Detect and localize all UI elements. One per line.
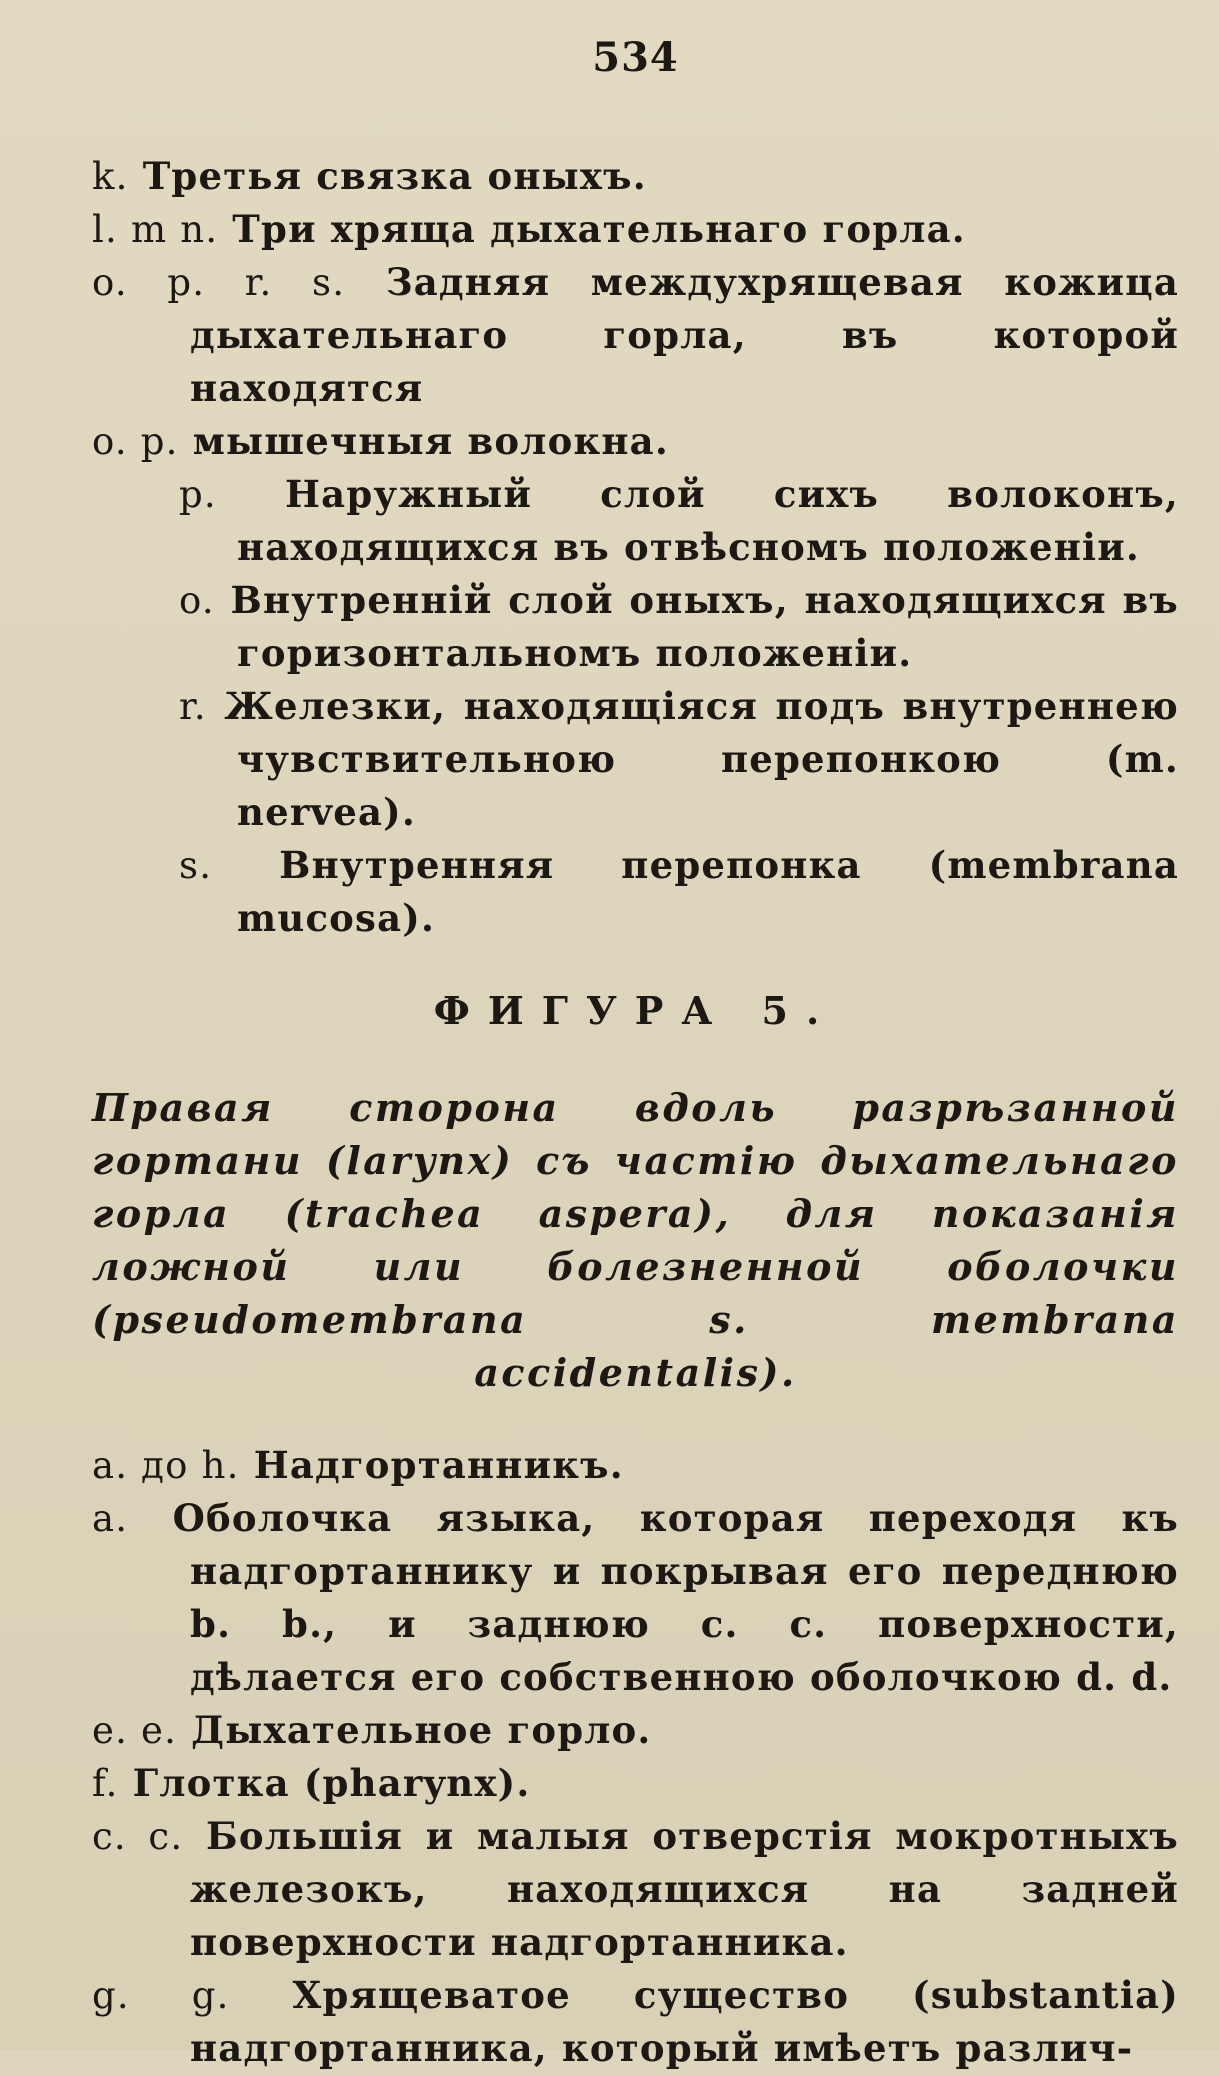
legend-key: g. g. <box>92 1974 230 2017</box>
legend-entry-f <box>92 1757 1179 1810</box>
legend-entry-a <box>92 1492 1179 1704</box>
legend-key: r. <box>179 685 207 728</box>
legend-text: Три хряща дыхательнаго горла. <box>232 207 966 251</box>
legend-key: s. <box>179 844 213 887</box>
legend-key: e. e. <box>92 1709 178 1752</box>
legend-key: o. p. <box>92 420 179 463</box>
legend-key: a. до h. <box>92 1444 240 1487</box>
legend-entry-gg <box>92 1969 1179 2075</box>
legend-key: l. m n. <box>92 208 219 251</box>
legend-entry-lmn <box>92 203 1179 256</box>
legend-text: Надгортанникъ. <box>253 1443 624 1487</box>
legend-key: o. p. r. s. <box>92 261 346 304</box>
figure-caption: Правая сторона вдоль разрѣзанной гортани (larynx) съ частiю дыхательнаго горла (trachea aspera), для показанiя ложной или болезненной оболочки (pseudomembrana s. membrana accidentalis). <box>92 1085 1179 1395</box>
legend-text: Внутреннiй слой оныхъ, находящихся въ горизонтальномъ положенiи. <box>230 578 1180 675</box>
legend-key: a. <box>92 1497 129 1540</box>
legend-entry-p <box>92 468 1179 574</box>
legend-text: Внутренняя перепонка (membrana mucosa). <box>237 843 1179 940</box>
legend-entry-a-h <box>92 1439 1179 1492</box>
legend-entry-op <box>92 415 1179 468</box>
legend-key: p. <box>179 473 217 516</box>
legend-text: Большiя и малыя отверстiя мокротныхъ железокъ, находящихся на задней поверхности надгортанника. <box>190 1814 1179 1964</box>
legend-entry-r <box>92 680 1179 839</box>
legend-entry-s <box>92 839 1179 945</box>
legend-key: f. <box>92 1762 119 1805</box>
legend-key: c. c. <box>92 1815 184 1858</box>
legend-text: мышечныя волокна. <box>192 419 669 463</box>
legend-text: Наружный слой сихъ волоконъ, находящихся въ отвѣсномъ положенiи. <box>237 472 1179 569</box>
legend-text: Третья связка оныхъ. <box>142 154 647 198</box>
legend-text: Железки, находящiяся подъ внутреннею чувствительною перепонкою (m. nervea). <box>224 684 1179 834</box>
legend-entry-o <box>92 574 1179 680</box>
legend-text: Дыхательное горло. <box>191 1708 652 1752</box>
legend-text: Глотка (pharynx). <box>132 1761 531 1805</box>
legend-entry-cc <box>92 1810 1179 1969</box>
legend-entry-k <box>92 150 1179 203</box>
figure-heading: ФИГУРА 5. <box>433 988 838 1033</box>
legend-key: o. <box>179 579 215 622</box>
legend-text: Оболочка языка, которая переходя къ надгортаннику и покрывая его переднюю b. b., и заднюю c. c. поверхности, дѣлается его собственною оболочкою d. d. <box>172 1496 1179 1699</box>
legend-key: k. <box>92 155 129 198</box>
legend-list-upper <box>92 150 1179 945</box>
legend-entry-oprs <box>92 256 1179 415</box>
page-number: 534 <box>592 34 679 81</box>
legend-text: Хрящеватое существо (substantia) надгортанника, который имѣетъ различ- <box>190 1973 1179 2070</box>
legend-text: Задняя междухрящевая кожица дыхательнаго горла, въ которой находятся <box>190 260 1179 410</box>
legend-list-lower <box>92 1439 1179 2075</box>
legend-entry-ee <box>92 1704 1179 1757</box>
